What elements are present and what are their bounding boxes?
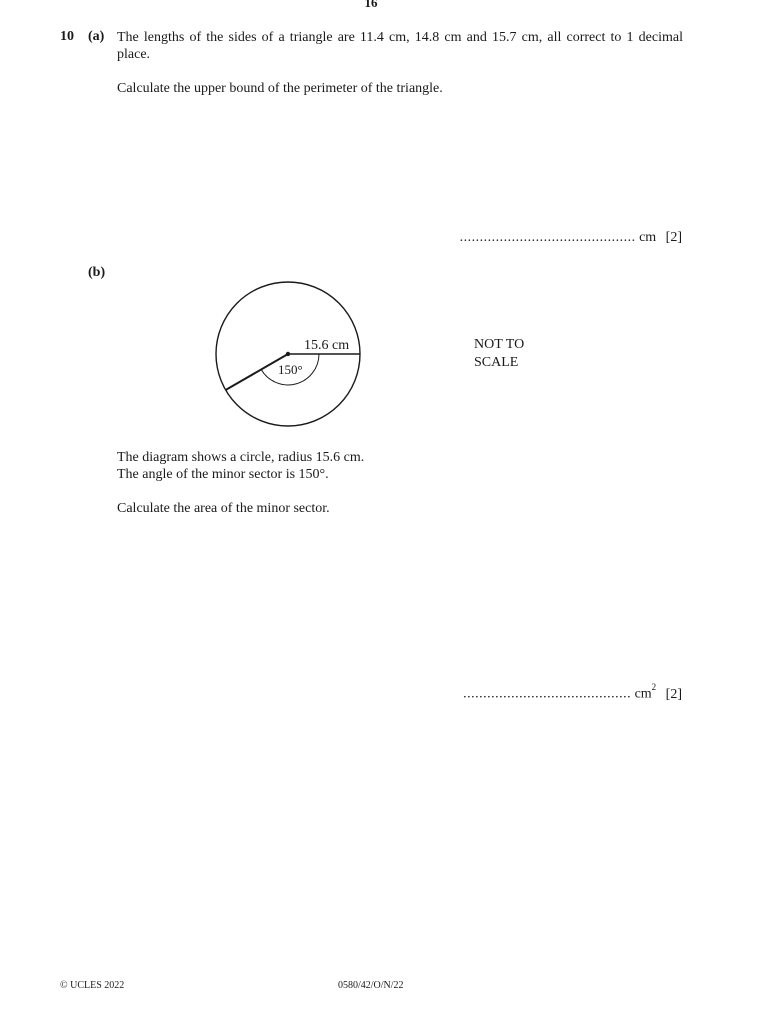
part-b-text-1: The diagram shows a circle, radius 15.6 cm. — [117, 450, 365, 465]
footer-paper-code: 0580/42/O/N/22 — [338, 980, 404, 991]
radius-label: 15.6 cm — [304, 338, 350, 353]
footer-copyright: © UCLES 2022 — [60, 980, 125, 991]
answer-unit: cm — [634, 686, 652, 702]
marks-label: [2] — [665, 230, 682, 245]
part-b-label: (b) — [88, 265, 106, 280]
answer-dots[interactable]: ............................................ — [459, 230, 636, 245]
answer-unit: cm — [639, 230, 657, 245]
part-b-text-2: The angle of the minor sector is 150°. — [117, 467, 329, 482]
unit-power: 2 — [651, 682, 657, 692]
answer-dots[interactable]: .......................................... — [463, 686, 632, 702]
circle-sector-diagram — [200, 270, 380, 440]
not-to-scale-line-1: NOT TO — [474, 337, 525, 352]
angle-label: 150° — [278, 362, 303, 377]
part-b-instruction: Calculate the area of the minor sector. — [117, 501, 330, 516]
part-a-answer-line[interactable] — [460, 230, 682, 246]
not-to-scale-note — [474, 336, 524, 372]
part-a-instruction: Calculate the upper bound of the perimeter of the triangle. — [117, 81, 443, 96]
part-b-answer-line[interactable] — [463, 684, 682, 703]
page-number: 16 — [364, 0, 378, 10]
question-number: 10 — [60, 29, 74, 44]
part-a-label: (a) — [88, 29, 105, 44]
centre-point — [286, 352, 290, 356]
not-to-scale-line-2: SCALE — [474, 355, 519, 370]
part-a-question-text: The lengths of the sides of a triangle are 11.4 cm, 14.8 cm and 15.7 cm, all correct to 1 decimal place. — [117, 30, 683, 62]
marks-label: [2] — [665, 686, 682, 702]
